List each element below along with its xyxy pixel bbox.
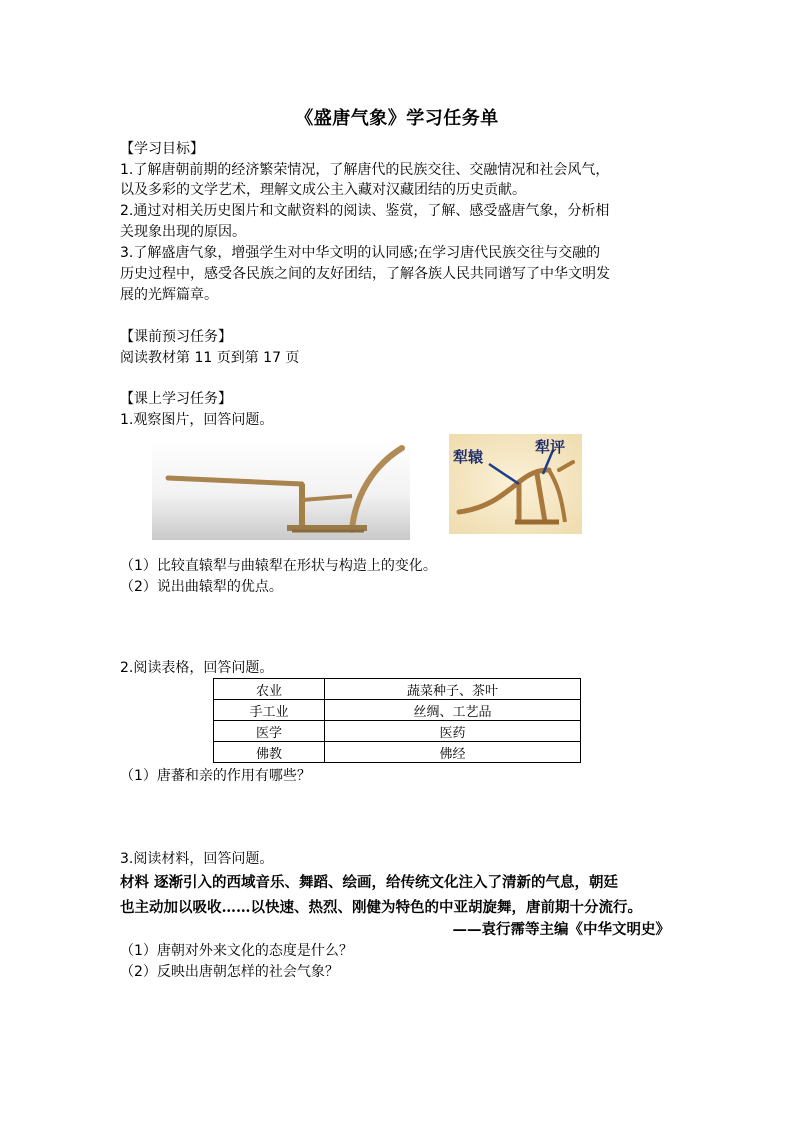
objective-line: 历史过程中，感受各民族之间的友好团结，了解各族人民共同谱写了中华文明发 — [120, 266, 610, 282]
exchange-table — [213, 678, 581, 763]
material-source: ——袁行霈等主编《中华文明史》 — [452, 921, 670, 938]
table-row — [214, 700, 581, 721]
table-cell: 佛经 — [325, 742, 581, 763]
task1-question: （2）说出曲辕犁的优点。 — [120, 579, 283, 595]
task3-question: （1）唐朝对外来文化的态度是什么？ — [120, 943, 353, 959]
beam-label: 犁辕 — [453, 449, 484, 466]
table-cell: 农业 — [214, 679, 325, 700]
page-title: 《盛唐气象》学习任务单 — [295, 108, 499, 129]
objective-line: 1.了解唐朝前期的经济繁荣情况，了解唐代的民族交往、交融情况和社会风气， — [120, 162, 610, 178]
table-cell: 医学 — [214, 721, 325, 742]
task2-question: （1）唐蕃和亲的作用有哪些？ — [120, 768, 311, 784]
straight-plow-image — [152, 440, 410, 540]
objectives-heading: 【学习目标】 — [120, 141, 204, 157]
task3-prompt: 3.阅读材料，回答问题。 — [120, 851, 274, 867]
table-cell: 丝绸、工艺品 — [325, 700, 581, 721]
table-cell: 医药 — [325, 721, 581, 742]
table-cell: 佛教 — [214, 742, 325, 763]
task1-question: （1）比较直辕犁与曲辕犁在形状与构造上的变化。 — [120, 558, 437, 574]
table-row — [214, 742, 581, 763]
objective-line: 关现象出现的原因。 — [120, 224, 246, 240]
preview-text: 阅读教材第 11 页到第 17 页 — [120, 350, 300, 366]
objective-line: 展的光辉篇章。 — [120, 287, 218, 303]
objective-line: 2.通过对相关历史图片和文献资料的阅读、鉴赏，了解、感受盛唐气象，分析相 — [120, 203, 610, 219]
table-cell: 蔬菜种子、茶叶 — [325, 679, 581, 700]
objective-line: 3.了解盛唐气象，增强学生对中华文明的认同感;在学习唐代民族交往与交融的 — [120, 245, 601, 261]
table-row — [214, 679, 581, 700]
objective-line: 以及多彩的文学艺术，理解文成公主入藏对汉藏团结的历史贡献。 — [120, 182, 526, 198]
task2-prompt: 2.阅读表格，回答问题。 — [120, 660, 274, 676]
table-row — [214, 721, 581, 742]
material-line: 也主动加以吸收……以快速、热烈、刚健为特色的中亚胡旋舞，唐前期十分流行。 — [120, 899, 642, 916]
preview-heading: 【课前预习任务】 — [120, 329, 232, 345]
material-line: 材料 逐渐引入的西域音乐、舞蹈、绘画，给传统文化注入了清新的气息，朝廷 — [120, 874, 619, 891]
task3-question: （2）反映出唐朝怎样的社会气象？ — [120, 964, 339, 980]
table-cell: 手工业 — [214, 700, 325, 721]
ping-label: 犁评 — [535, 439, 566, 456]
curved-plow-image — [449, 434, 582, 534]
task1-prompt: 1.观察图片，回答问题。 — [120, 412, 274, 428]
classwork-heading: 【课上学习任务】 — [120, 391, 232, 407]
